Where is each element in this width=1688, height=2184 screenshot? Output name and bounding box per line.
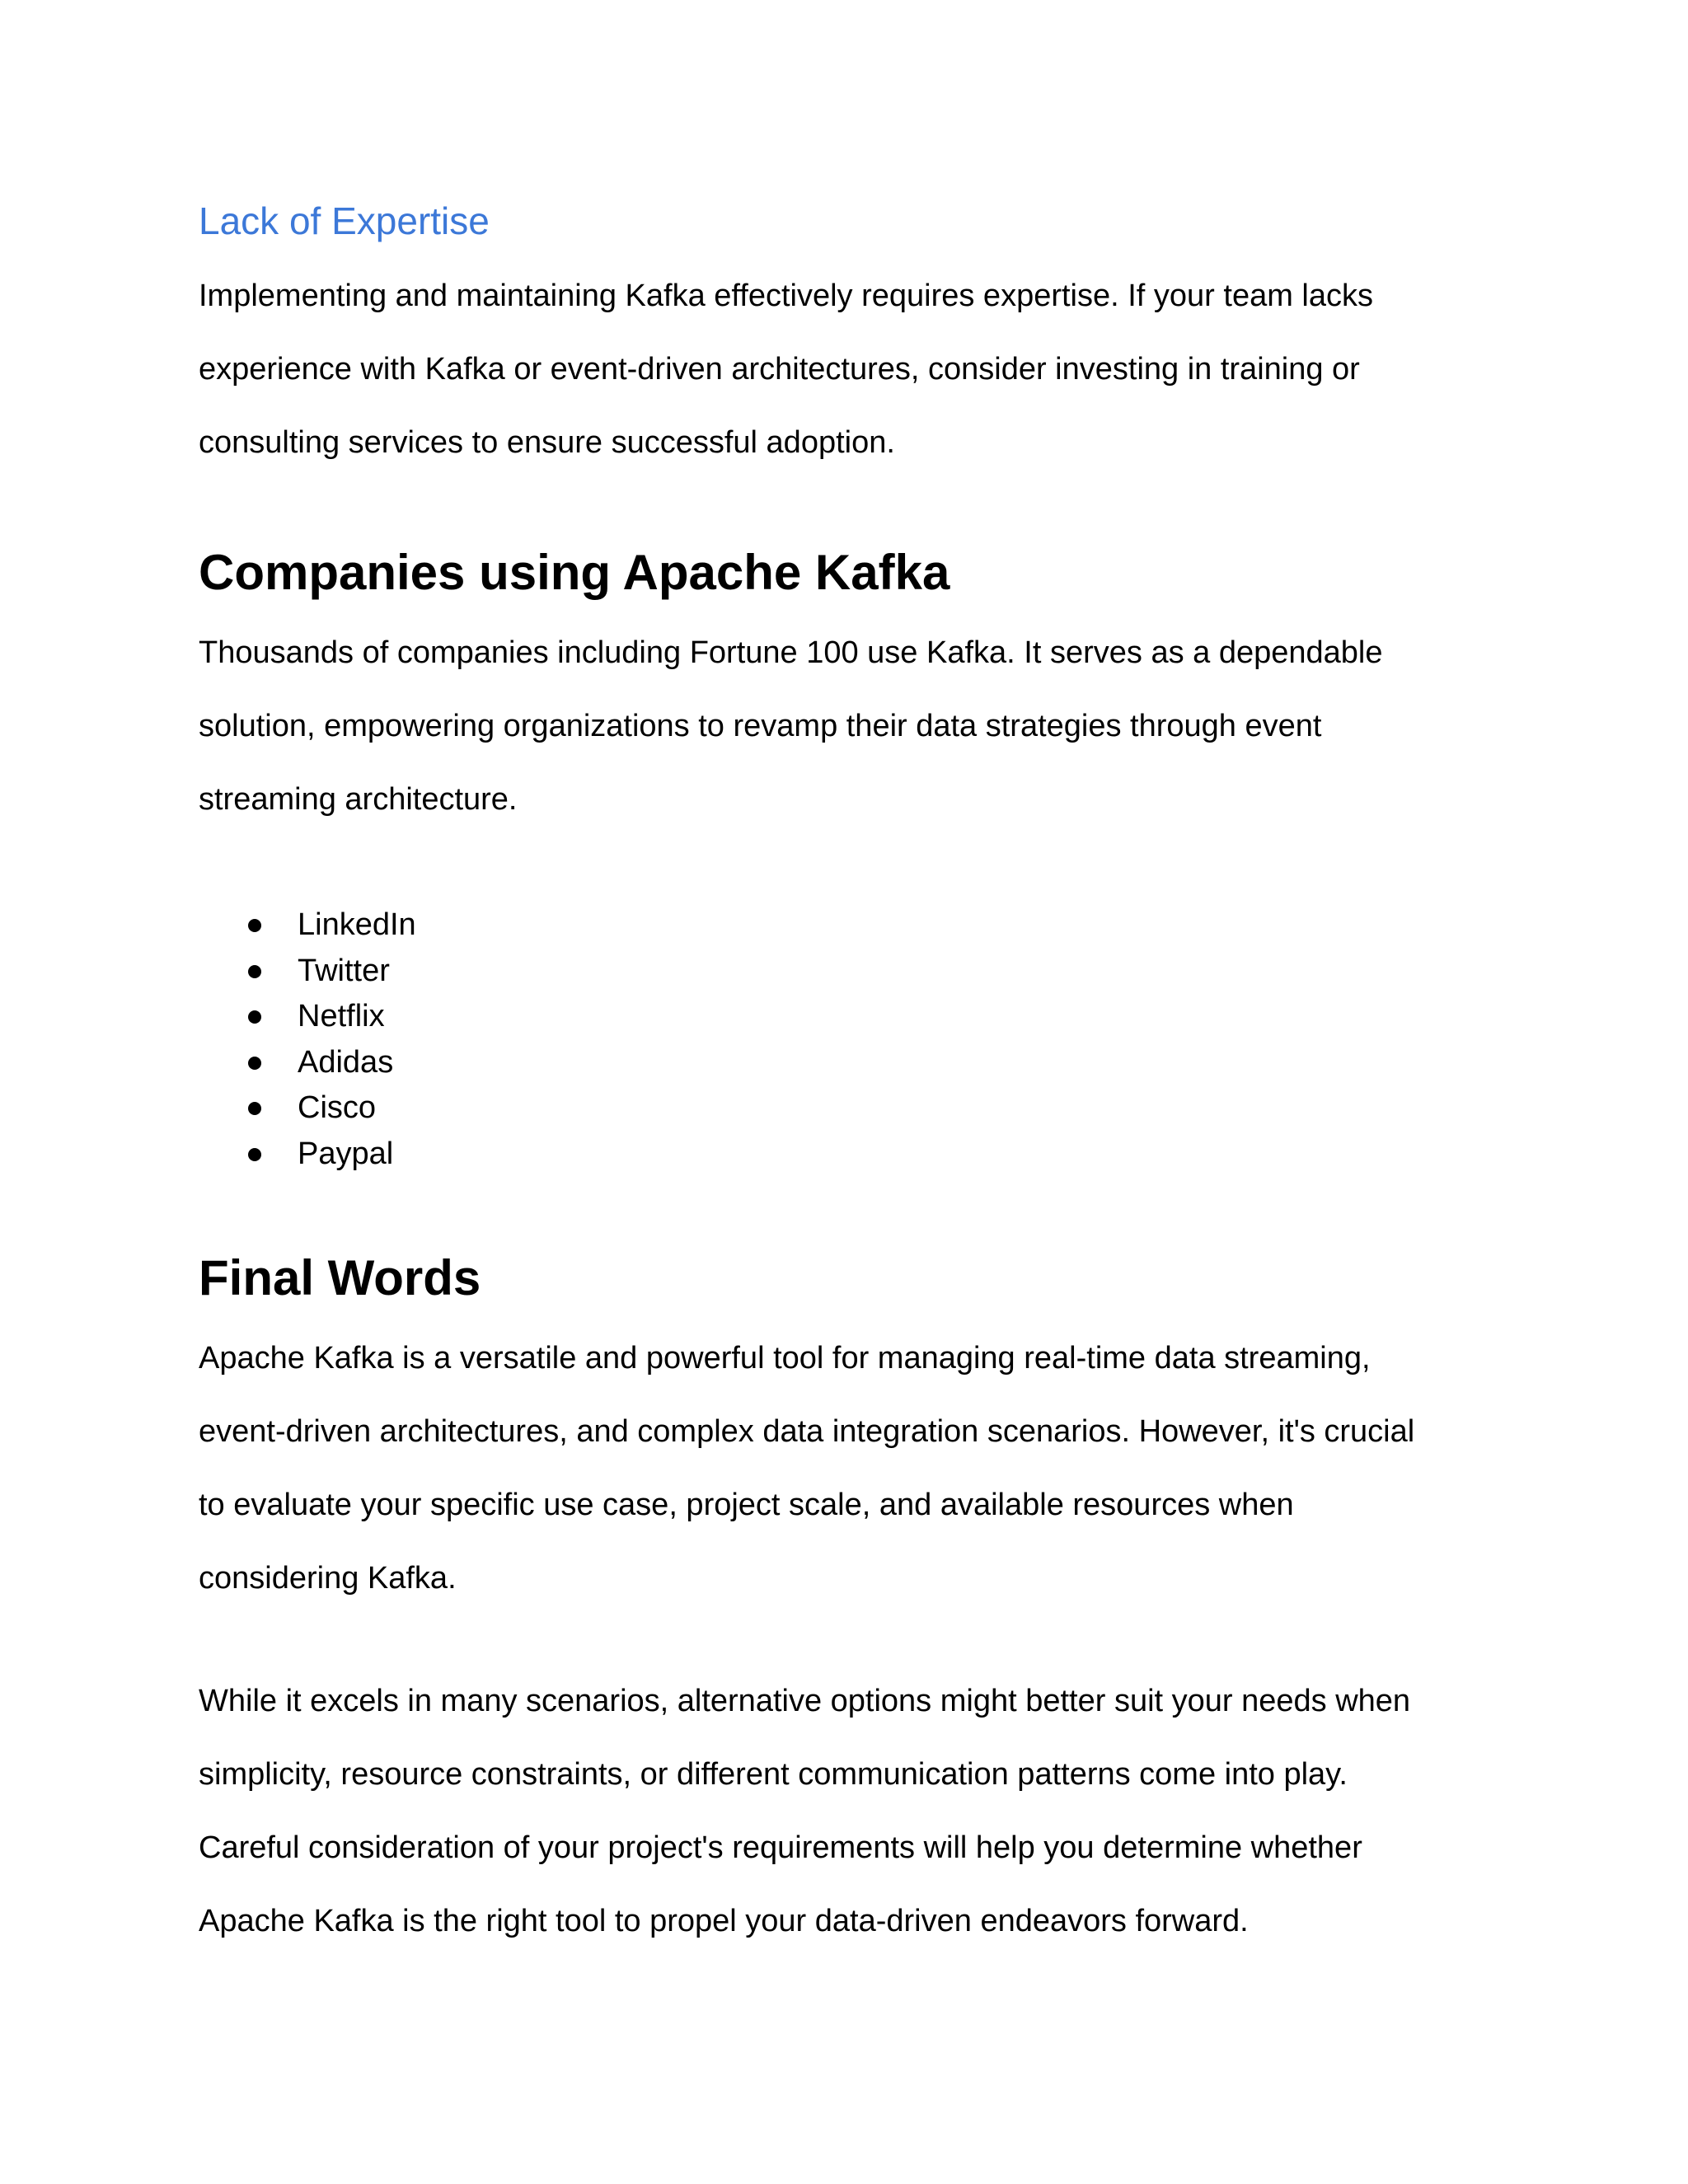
bullet-icon	[248, 1057, 261, 1070]
text-line: streaming architecture.	[199, 782, 518, 817]
list-item-label: Twitter	[298, 953, 390, 988]
text-line: to evaluate your specific use case, project scale, and available resources when	[199, 1488, 1294, 1522]
list-item	[248, 902, 416, 949]
list-item	[248, 994, 416, 1040]
paragraph-companies	[199, 616, 1501, 837]
bullet-icon	[248, 1148, 261, 1161]
text-line: Apache Kafka is a versatile and powerful tool for managing real-time data streaming,	[199, 1341, 1371, 1376]
text-line: experience with Kafka or event-driven architectures, consider investing in training or	[199, 352, 1360, 387]
list-item-label: Cisco	[298, 1090, 377, 1125]
list-item-label: LinkedIn	[298, 907, 416, 942]
text-line: consulting services to ensure successful adoption.	[199, 425, 895, 460]
text-line: Apache Kafka is the right tool to propel your data-driven endeavors forward.	[199, 1904, 1249, 1938]
text-line: While it excels in many scenarios, alternative options might better suit your needs when	[199, 1684, 1411, 1718]
section-title-lack-of-expertise: Lack of Expertise	[199, 199, 490, 242]
bullet-icon	[248, 1010, 261, 1024]
text-line: event-driven architectures, and complex data integration scenarios. However, it's crucial	[199, 1414, 1415, 1449]
list-item-label: Paypal	[298, 1136, 394, 1171]
list-item	[248, 1132, 416, 1178]
text-line: Implementing and maintaining Kafka effectively requires expertise. If your team lacks	[199, 279, 1373, 313]
text-line: solution, empowering organizations to revamp their data strategies through event	[199, 709, 1322, 743]
list-item	[248, 949, 416, 995]
paragraph-lack-of-expertise	[199, 260, 1501, 480]
bullet-icon	[248, 965, 261, 978]
text-line: Careful consideration of your project's requirements will help you determine whether	[199, 1830, 1362, 1865]
section-title-companies: Companies using Apache Kafka	[199, 545, 950, 600]
paragraph-final-words-2	[199, 1665, 1501, 1958]
paragraph-final-words-1	[199, 1322, 1501, 1615]
text-line: Thousands of companies including Fortune 100 use Kafka. It serves as a dependable	[199, 635, 1383, 670]
list-item	[248, 1085, 416, 1132]
companies-list	[248, 902, 416, 1177]
bullet-icon	[248, 919, 261, 932]
text-line: simplicity, resource constraints, or different communication patterns come into play.	[199, 1757, 1348, 1792]
list-item	[248, 1040, 416, 1086]
text-line: considering Kafka.	[199, 1561, 457, 1596]
list-item-label: Netflix	[298, 999, 385, 1033]
section-title-final-words: Final Words	[199, 1250, 481, 1305]
list-item-label: Adidas	[298, 1044, 394, 1080]
bullet-icon	[248, 1102, 261, 1115]
